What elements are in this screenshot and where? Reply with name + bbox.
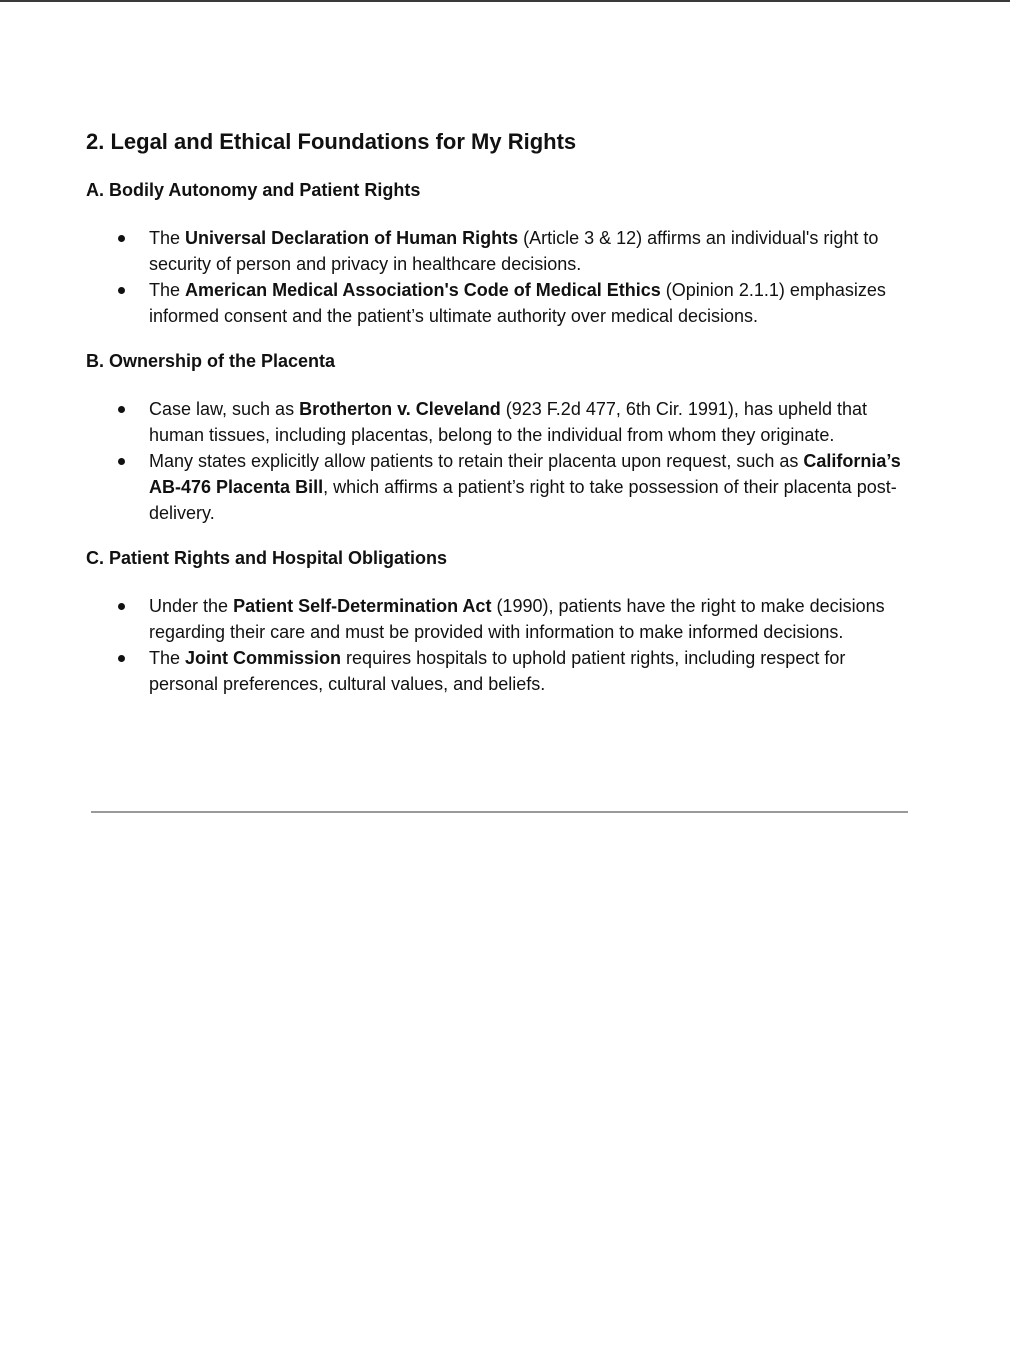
page-title: 2. Legal and Ethical Foundations for My Rights [86,129,577,154]
bullet-icon [118,406,125,413]
document-page [86,126,916,717]
list-item: Case law, such as Brotherton v. Cleveland (923 F.2d 477, 6th Cir. 1991), has upheld that human tissues, including placentas, belong to the individual from whom they originate. [86,396,916,448]
bullet-list-hospital-obligations [86,593,916,697]
section-heading-bodily-autonomy: A. Bodily Autonomy and Patient Rights [86,180,421,200]
horizontal-rule [91,811,908,813]
bold-term: American Medical Association's Code of Medical Ethics [185,280,661,300]
bullet-list-placenta-ownership [86,396,916,526]
bold-term: Universal Declaration of Human Rights [185,228,519,248]
bullet-list-bodily-autonomy [86,225,916,329]
bullet-icon [118,655,125,662]
bullet-icon [118,458,125,465]
top-divider [0,0,1010,2]
bold-term: Patient Self-Determination Act [233,596,492,616]
list-item: Under the Patient Self-Determination Act (1990), patients have the right to make decisions regarding their care and must be provided with information to make informed decisions. [86,593,916,645]
section-heading-placenta-ownership: B. Ownership of the Placenta [86,351,336,371]
list-item: The Universal Declaration of Human Rights (Article 3 & 12) affirms an individual's right to security of person and privacy in healthcare decisions. [86,225,916,277]
list-item: The American Medical Association's Code of Medical Ethics (Opinion 2.1.1) emphasizes informed consent and the patient’s ultimate authority over medical decisions. [86,277,916,329]
list-item: Many states explicitly allow patients to retain their placenta upon request, such as California’s AB-476 Placenta Bill, which affirms a patient’s right to take possession of their placenta post-delivery. [86,448,916,526]
bullet-icon [118,603,125,610]
section-heading-hospital-obligations: C. Patient Rights and Hospital Obligations [86,548,448,568]
bold-term: California’s AB-476 Placenta Bill [149,451,901,497]
bold-term: Joint Commission [185,648,342,668]
list-item: The Joint Commission requires hospitals to uphold patient rights, including respect for personal preferences, cultural values, and beliefs. [86,645,916,697]
bullet-icon [118,235,125,242]
bold-term: Brotherton v. Cleveland [299,399,501,419]
bullet-icon [118,287,125,294]
